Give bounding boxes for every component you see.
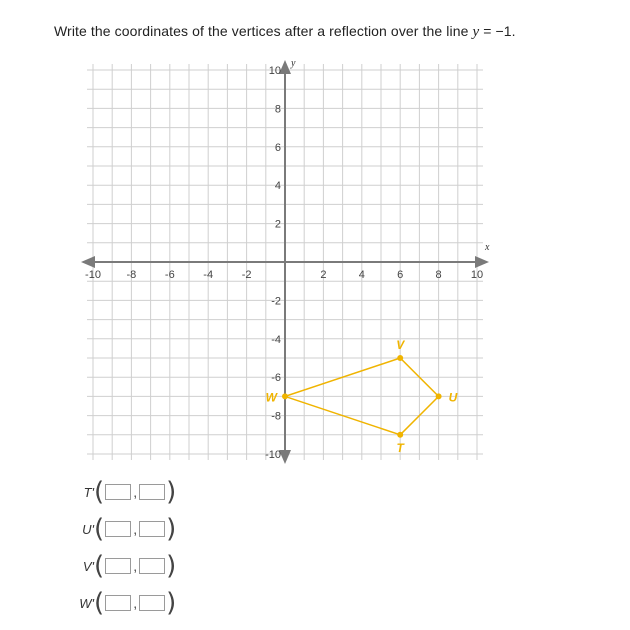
x-tick-label: -4 — [203, 269, 214, 281]
y-tick-label: -10 — [265, 449, 281, 461]
y-axis-label: y — [291, 58, 296, 69]
y-tick-label: 4 — [274, 180, 281, 193]
y-tick-label: -2 — [271, 295, 281, 308]
question-suffix: = −1. — [479, 23, 516, 39]
answer-row-v — [74, 551, 176, 581]
y-tick-label: 8 — [274, 103, 281, 116]
w-x-input[interactable] — [105, 595, 131, 611]
comma: , — [133, 521, 138, 537]
answer-row-w — [74, 588, 176, 618]
x-axis-label: x — [485, 242, 490, 253]
y-tick-label: 2 — [274, 218, 281, 231]
v-x-input[interactable] — [105, 558, 131, 574]
x-axis-right-arrow-icon — [475, 256, 489, 268]
vertex-point — [282, 393, 288, 399]
x-tick-label: 2 — [320, 269, 327, 281]
x-tick-label: 6 — [397, 269, 404, 281]
answer-label: U' — [82, 521, 94, 537]
vertex-label: T — [396, 440, 404, 455]
x-axis-left-arrow-icon — [81, 256, 95, 268]
vertex-label: V — [396, 338, 405, 352]
answer-row-u — [74, 514, 176, 544]
x-tick-label: 8 — [435, 269, 442, 281]
x-tick-label: -2 — [241, 269, 252, 281]
vertex-label: W — [265, 390, 277, 405]
comma: , — [133, 558, 138, 574]
question-prefix: Write the coordinates of the vertices after a reflection over the line — [54, 23, 473, 39]
vertex-point — [397, 355, 403, 361]
answer-label: W' — [79, 595, 94, 611]
w-y-input[interactable] — [139, 595, 165, 611]
vertex-point — [436, 393, 442, 399]
open-paren: ( — [94, 477, 105, 507]
t-y-input[interactable] — [139, 484, 165, 500]
vertex-point — [397, 432, 403, 438]
x-tick-label: 4 — [358, 269, 365, 281]
x-tick-label: -10 — [85, 269, 101, 281]
close-paren: ) — [166, 477, 177, 507]
open-paren: ( — [94, 588, 105, 618]
y-tick-label: 6 — [274, 141, 281, 154]
v-y-input[interactable] — [139, 558, 165, 574]
close-paren: ) — [166, 588, 177, 618]
comma: , — [133, 595, 138, 611]
x-tick-label: -8 — [126, 269, 137, 281]
x-tick-label: -6 — [164, 269, 175, 281]
y-tick-label: 10 — [268, 65, 281, 77]
comma: , — [133, 484, 138, 500]
u-x-input[interactable] — [105, 521, 131, 537]
y-tick-label: -8 — [271, 410, 281, 423]
y-tick-label: -4 — [271, 333, 281, 346]
u-y-input[interactable] — [139, 521, 165, 537]
question-variable: y — [472, 24, 480, 40]
open-paren: ( — [94, 514, 105, 544]
answer-label: V' — [82, 558, 94, 574]
x-tick-label: 10 — [470, 269, 484, 281]
vertex-label: U — [448, 390, 458, 405]
close-paren: ) — [166, 514, 177, 544]
t-x-input[interactable] — [105, 484, 131, 500]
y-tick-label: -6 — [271, 372, 281, 385]
open-paren: ( — [94, 551, 105, 581]
answer-row-t — [74, 477, 176, 507]
close-paren: ) — [166, 551, 177, 581]
answer-label: T' — [83, 484, 94, 500]
